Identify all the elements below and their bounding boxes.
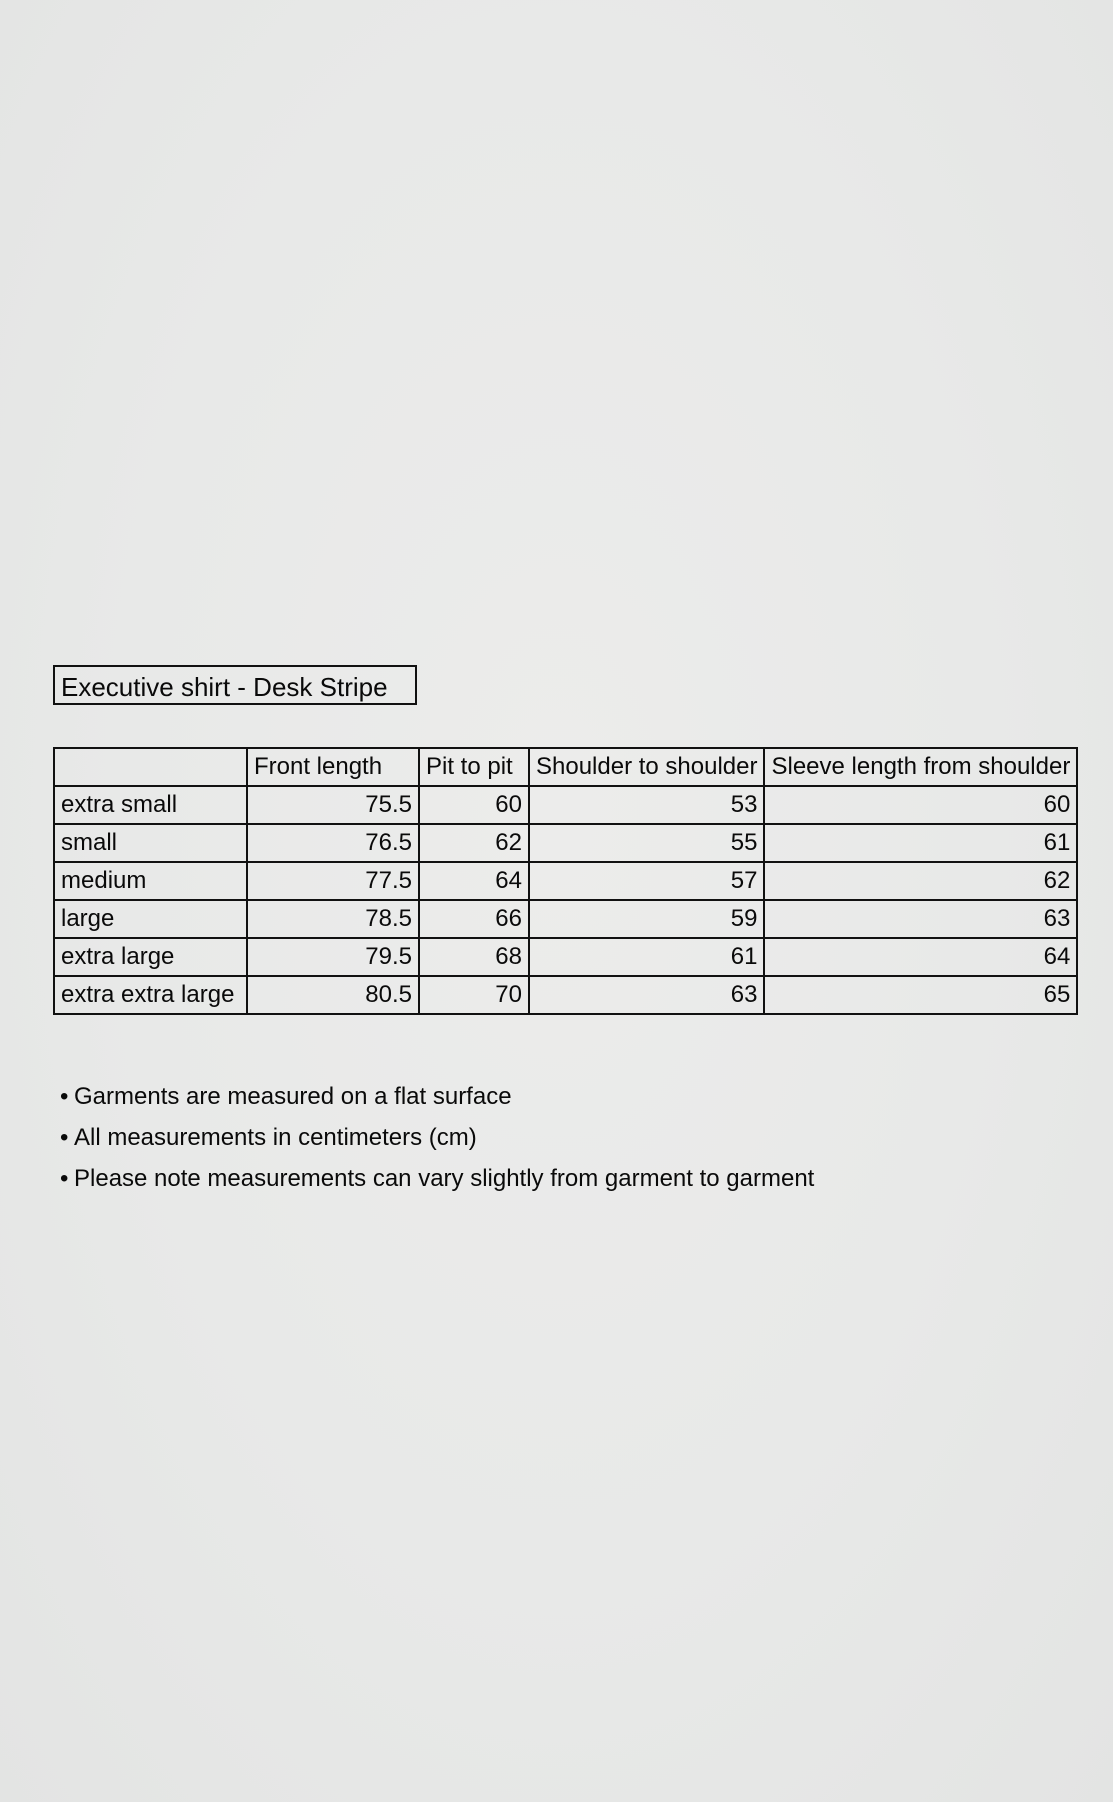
- header-front-length: Front length: [247, 748, 419, 786]
- shoulder-value: 59: [529, 900, 764, 938]
- sleeve-value: 62: [764, 862, 1077, 900]
- shoulder-value: 53: [529, 786, 764, 824]
- pit-to-pit-value: 68: [419, 938, 529, 976]
- shoulder-value: 57: [529, 862, 764, 900]
- size-chart-table: [53, 747, 1078, 1015]
- shoulder-value: 61: [529, 938, 764, 976]
- size-label: extra small: [54, 786, 247, 824]
- table-row: [54, 938, 1077, 976]
- bullet-icon: •: [60, 1124, 69, 1151]
- front-length-value: 79.5: [247, 938, 419, 976]
- shoulder-value: 55: [529, 824, 764, 862]
- size-label: extra extra large: [54, 976, 247, 1014]
- page-title: Executive shirt - Desk Stripe: [53, 665, 417, 705]
- size-label: medium: [54, 862, 247, 900]
- note-text: Garments are measured on a flat surface: [74, 1083, 512, 1110]
- table-row: [54, 862, 1077, 900]
- size-label: small: [54, 824, 247, 862]
- header-pit-to-pit: Pit to pit: [419, 748, 529, 786]
- header-sleeve-length: Sleeve length from shoulder: [764, 748, 1077, 786]
- header-shoulder-to-shoulder: Shoulder to shoulder: [529, 748, 764, 786]
- size-label: extra large: [54, 938, 247, 976]
- shoulder-value: 63: [529, 976, 764, 1014]
- front-length-value: 80.5: [247, 976, 419, 1014]
- list-item: [60, 1076, 814, 1117]
- pit-to-pit-value: 64: [419, 862, 529, 900]
- header-empty-cell: [54, 748, 247, 786]
- front-length-value: 75.5: [247, 786, 419, 824]
- sleeve-value: 65: [764, 976, 1077, 1014]
- pit-to-pit-value: 70: [419, 976, 529, 1014]
- table-header-row: [54, 748, 1077, 786]
- sleeve-value: 61: [764, 824, 1077, 862]
- table-row: [54, 976, 1077, 1014]
- front-length-value: 77.5: [247, 862, 419, 900]
- size-label: large: [54, 900, 247, 938]
- table-row: [54, 900, 1077, 938]
- bullet-icon: •: [60, 1165, 69, 1192]
- pit-to-pit-value: 60: [419, 786, 529, 824]
- list-item: [60, 1158, 814, 1199]
- sleeve-value: 64: [764, 938, 1077, 976]
- list-item: [60, 1117, 814, 1158]
- sleeve-value: 60: [764, 786, 1077, 824]
- measurement-notes: [60, 1076, 814, 1199]
- bullet-icon: •: [60, 1083, 69, 1110]
- pit-to-pit-value: 62: [419, 824, 529, 862]
- pit-to-pit-value: 66: [419, 900, 529, 938]
- sleeve-value: 63: [764, 900, 1077, 938]
- note-text: All measurements in centimeters (cm): [74, 1124, 477, 1151]
- note-text: Please note measurements can vary slightly from garment to garment: [74, 1165, 815, 1192]
- table-row: [54, 824, 1077, 862]
- front-length-value: 78.5: [247, 900, 419, 938]
- front-length-value: 76.5: [247, 824, 419, 862]
- table-row: [54, 786, 1077, 824]
